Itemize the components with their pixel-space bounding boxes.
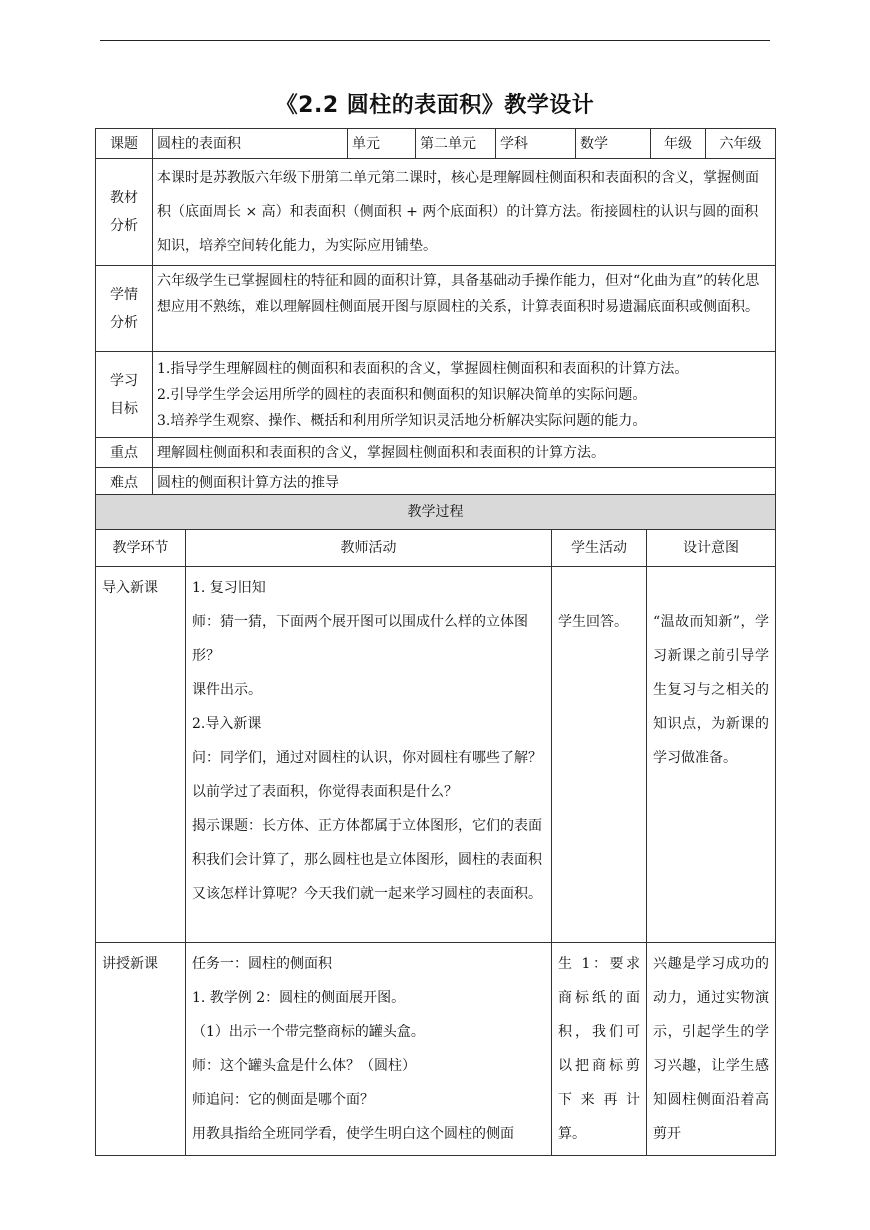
key-point-text: 理解圆柱侧面积和表面积的含义，掌握圆柱侧面积和表面积的计算方法。 xyxy=(153,438,776,468)
column-header-row xyxy=(96,530,776,567)
material-analysis-text: 本课时是苏教版六年级下册第二单元第二课时，核心是理解圆柱侧面积和表面积的含义，掌握侧面积（底面周长 × 高）和表面积（侧面积 + 两个底面积）的计算方法。衔接圆柱的认识与圆的面积知识，培养空间转化能力，为实际应用铺垫。 xyxy=(153,159,776,266)
topic-label: 课题 xyxy=(96,129,153,159)
material-analysis-row xyxy=(96,159,776,266)
teacher-line: 师追问：它的侧面是哪个面？ xyxy=(192,1092,374,1108)
col-header-student: 学生活动 xyxy=(552,530,647,567)
design-intent-cell: 兴趣是学习成功的动力，通过实物演示，引起学生的学习兴趣，让学生感知圆柱侧面沿着高剪开 xyxy=(647,943,776,1156)
goal-item: 2.引导学生学会运用所学的圆柱的表面积和侧面积的知识解决简单的实际问题。 xyxy=(157,386,647,403)
key-point-label: 重点 xyxy=(96,438,153,468)
student-analysis-label: 学情 分析 xyxy=(96,266,153,352)
process-header-row xyxy=(96,495,776,530)
difficulty-row xyxy=(96,468,776,498)
col-header-intent: 设计意图 xyxy=(647,530,776,567)
teacher-line: 课件出示。 xyxy=(192,682,262,698)
teacher-activity-cell xyxy=(186,567,552,943)
teacher-line: 问：同学们，通过对圆柱的认识，你对圆柱有哪些了解？以前学过了表面积，你觉得表面积是什么？ xyxy=(192,750,542,800)
goal-item: 1.指导学生理解圆柱的侧面积和表面积的含义，掌握圆柱侧面积和表面积的计算方法。 xyxy=(157,360,689,377)
goal-item: 3.培养学生观察、操作、概括和利用所学知识灵活地分析解决实际问题的能力。 xyxy=(157,412,647,429)
student-activity-cell: 学生回答。 xyxy=(552,567,647,943)
difficulty-text: 圆柱的侧面积计算方法的推导 xyxy=(153,468,776,498)
material-analysis-label: 教材 分析 xyxy=(96,159,153,266)
process-header: 教学过程 xyxy=(96,495,776,530)
document-title: 《2.2 圆柱的表面积》教学设计 xyxy=(275,93,595,118)
stage-cell: 讲授新课 xyxy=(96,943,186,1156)
topic-value: 圆柱的表面积 xyxy=(153,129,348,159)
grade-value: 六年级 xyxy=(706,129,776,159)
teaching-process-table xyxy=(95,494,776,1156)
table-row xyxy=(96,567,776,943)
teacher-line: 1. 复习旧知 xyxy=(192,580,266,596)
header-rule xyxy=(100,40,770,41)
teacher-line: 揭示课题：长方体、正方体都属于立体图形，它们的表面积我们会计算了，那么圆柱也是立体图形，圆柱的表面积又该怎样计算呢？今天我们就一起来学习圆柱的表面积。 xyxy=(192,818,542,902)
subject-value: 数学 xyxy=(576,129,651,159)
stage-cell: 导入新课 xyxy=(96,567,186,943)
student-analysis-row xyxy=(96,266,776,352)
key-point-row xyxy=(96,438,776,468)
teacher-line: （1）出示一个带完整商标的罐头盒。 xyxy=(192,1024,425,1040)
student-activity-cell: 生 1：要求商标纸的面积，我们可以把商标剪下来再计算。 xyxy=(552,943,647,1156)
topic-row xyxy=(96,129,776,159)
col-header-stage: 教学环节 xyxy=(96,530,186,567)
teacher-line: 用教具指给全班同学看，使学生明白这个圆柱的侧面 xyxy=(192,1126,514,1142)
subject-label: 学科 xyxy=(496,129,576,159)
lesson-info-table xyxy=(95,128,776,498)
student-analysis-text: 六年级学生已掌握圆柱的特征和圆的面积计算，具备基础动手操作能力，但对“化曲为直”的转化思想应用不熟练，难以理解圆柱侧面展开图与原圆柱的关系，计算表面积时易遗漏底面积或侧面积。 xyxy=(153,266,776,352)
grade-label: 年级 xyxy=(651,129,706,159)
learning-goals-label: 学习 目标 xyxy=(96,352,153,438)
learning-goals-row xyxy=(96,352,776,438)
difficulty-label: 难点 xyxy=(96,468,153,498)
learning-goals-list xyxy=(153,352,776,438)
teacher-line: 师：猜一猜，下面两个展开图可以围成什么样的立体图形？ xyxy=(192,614,528,664)
teacher-activity-cell xyxy=(186,943,552,1156)
teacher-line: 师：这个罐头盒是什么体？（圆柱） xyxy=(192,1058,416,1074)
table-row xyxy=(96,943,776,1156)
unit-value: 第二单元 xyxy=(416,129,496,159)
teacher-line: 2.导入新课 xyxy=(192,716,262,732)
unit-label: 单元 xyxy=(348,129,416,159)
teacher-line: 1. 教学例 2：圆柱的侧面展开图。 xyxy=(192,990,406,1006)
col-header-teacher: 教师活动 xyxy=(186,530,552,567)
teacher-line: 任务一：圆柱的侧面积 xyxy=(192,956,332,972)
design-intent-cell: “温故而知新”，学习新课之前引导学生复习与之相关的知识点，为新课的学习做准备。 xyxy=(647,567,776,943)
